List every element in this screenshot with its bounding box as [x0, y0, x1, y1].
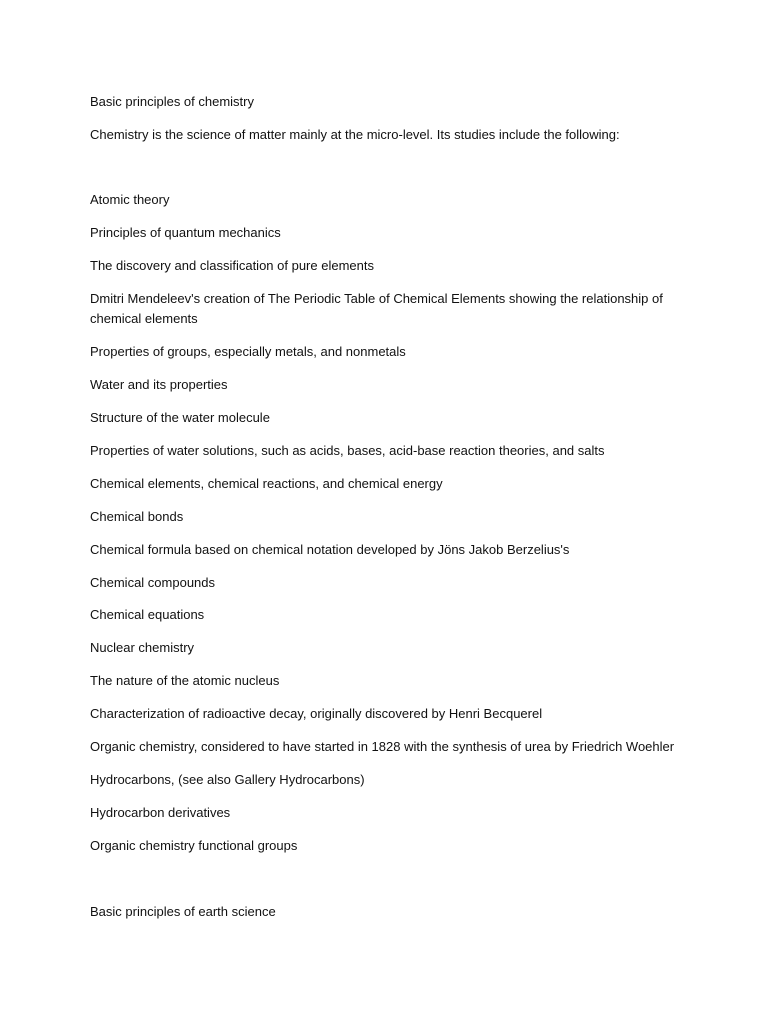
list-item: Principles of quantum mechanics	[90, 225, 281, 240]
list-item: Chemical elements, chemical reactions, and chemical energy	[90, 476, 443, 491]
intro-paragraph: Chemistry is the science of matter mainly at the micro-level. Its studies include the following:	[90, 127, 620, 142]
list-item: Atomic theory	[90, 192, 170, 207]
list-item: Hydrocarbons, (see also Gallery Hydrocarbons)	[90, 772, 365, 787]
list-item: Properties of groups, especially metals, and nonmetals	[90, 344, 406, 359]
list-item: Chemical compounds	[90, 575, 216, 590]
list-item: Chemical equations	[90, 607, 205, 622]
list-item: Chemical bonds	[90, 509, 184, 524]
list-item: The nature of the atomic nucleus	[90, 673, 280, 688]
list-item: Chemical formula based on chemical notation developed by Jöns Jakob Berzelius's	[90, 542, 570, 557]
list-item: Hydrocarbon derivatives	[90, 805, 231, 820]
document-heading: Basic principles of chemistry	[90, 94, 254, 109]
list-item: Nuclear chemistry	[90, 640, 195, 655]
list-item: Characterization of radioactive decay, originally discovered by Henri Becquerel	[90, 706, 543, 721]
list-item: The discovery and classification of pure elements	[90, 258, 374, 273]
list-item: Organic chemistry, considered to have started in 1828 with the synthesis of urea by Friedrich Woehler	[90, 739, 675, 754]
next-section-heading: Basic principles of earth science	[90, 904, 276, 919]
list-item: Properties of water solutions, such as acids, bases, acid-base reaction theories, and salts	[90, 443, 605, 458]
list-item: Structure of the water molecule	[90, 410, 270, 425]
list-item: Organic chemistry functional groups	[90, 838, 298, 853]
list-item: Water and its properties	[90, 377, 228, 392]
list-item: Dmitri Mendeleev's creation of The Periodic Table of Chemical Elements showing the relationship of chemical elements	[90, 291, 663, 326]
